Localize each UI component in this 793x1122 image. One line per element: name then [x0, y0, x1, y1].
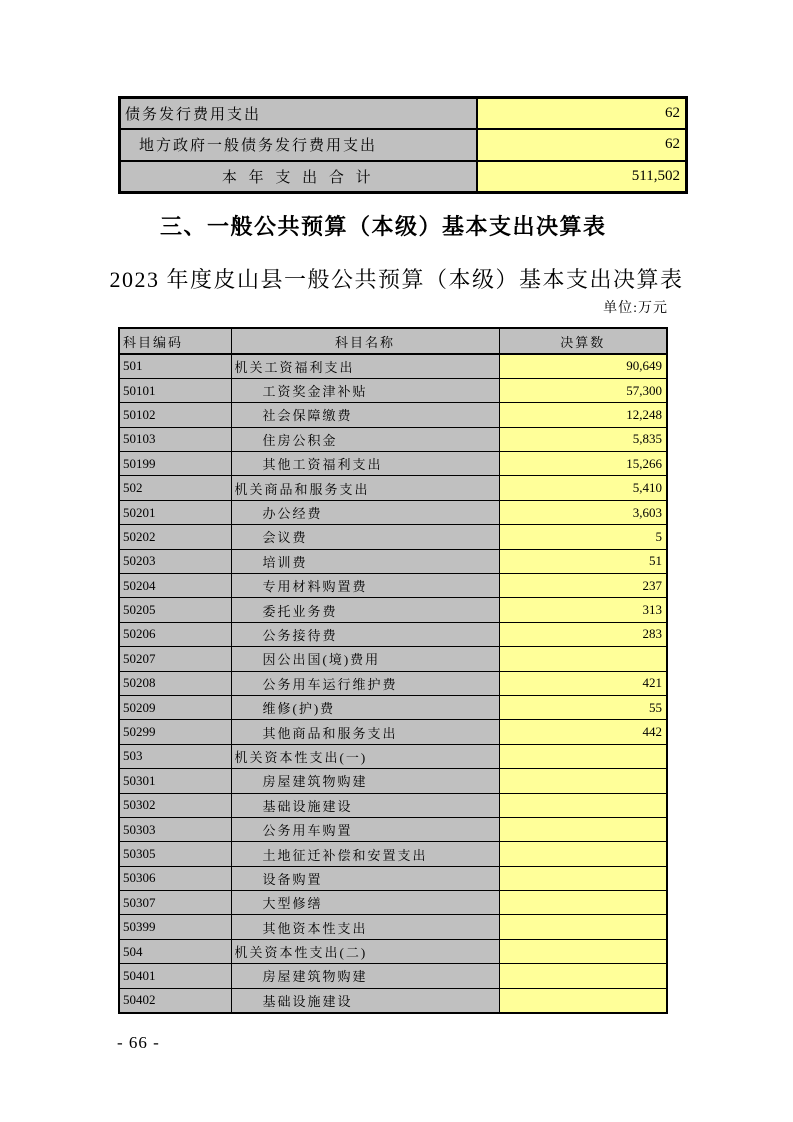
- final-amount-cell: [499, 793, 667, 817]
- subject-code-cell: 50101: [119, 378, 231, 402]
- final-amount-cell: [499, 647, 667, 671]
- budget-table-row: [119, 964, 667, 988]
- unit-label: 单位:万元: [603, 301, 668, 316]
- table-title: 2023 年度皮山县一般公共预算（本级）基本支出决算表: [109, 267, 684, 292]
- budget-table-row: [119, 695, 667, 719]
- carryover-table-body: [120, 98, 687, 193]
- budget-table-row: [119, 842, 667, 866]
- budget-table-row: [119, 793, 667, 817]
- subject-code-cell: 50307: [119, 891, 231, 915]
- budget-table-row: [119, 939, 667, 963]
- subject-code-cell: 50299: [119, 720, 231, 744]
- final-amount-cell: [499, 769, 667, 793]
- subject-name-cell: 工资奖金津补贴: [231, 378, 499, 402]
- subject-name-cell: 基础设施建设: [231, 793, 499, 817]
- final-amount-cell: [499, 842, 667, 866]
- row-amount-cell: 62: [477, 129, 687, 161]
- subject-code-cell: 50205: [119, 598, 231, 622]
- subject-code-cell: 50199: [119, 452, 231, 476]
- final-amount-cell: 5,410: [499, 476, 667, 500]
- subject-name-cell: 房屋建筑物购建: [231, 964, 499, 988]
- budget-table-row: [119, 744, 667, 768]
- final-amount-cell: 55: [499, 695, 667, 719]
- final-amount-cell: 421: [499, 671, 667, 695]
- subject-code-cell: 50303: [119, 817, 231, 841]
- final-amount-cell: [499, 891, 667, 915]
- subject-name-cell: 委托业务费: [231, 598, 499, 622]
- final-amount-cell: 51: [499, 549, 667, 573]
- subject-name-cell: 机关资本性支出(一): [231, 744, 499, 768]
- budget-table: [118, 327, 668, 1014]
- subject-name-cell: 其他资本性支出: [231, 915, 499, 939]
- subject-code-cell: 501: [119, 354, 231, 378]
- subject-code-cell: 50103: [119, 427, 231, 451]
- final-amount-cell: 283: [499, 622, 667, 646]
- final-amount-cell: [499, 866, 667, 890]
- subject-name-cell: 住房公积金: [231, 427, 499, 451]
- budget-table-row: [119, 452, 667, 476]
- subject-code-cell: 50306: [119, 866, 231, 890]
- final-amount-cell: 237: [499, 574, 667, 598]
- final-amount-cell: 442: [499, 720, 667, 744]
- subject-code-cell: 50102: [119, 403, 231, 427]
- row-amount-cell: 62: [477, 98, 687, 130]
- carryover-row: [120, 161, 687, 193]
- subject-name-cell: 房屋建筑物购建: [231, 769, 499, 793]
- budget-table-row: [119, 476, 667, 500]
- final-amount-cell: [499, 744, 667, 768]
- subject-name-cell: 公务用车运行维护费: [231, 671, 499, 695]
- budget-table-row: [119, 891, 667, 915]
- subject-name-cell: 培训费: [231, 549, 499, 573]
- subject-code-cell: 50399: [119, 915, 231, 939]
- budget-table-row: [119, 525, 667, 549]
- column-header-subject-name: 科目名称: [231, 328, 499, 354]
- carryover-row: [120, 98, 687, 130]
- budget-table-row: [119, 720, 667, 744]
- row-amount-cell: 511,502: [477, 161, 687, 193]
- subject-code-cell: 503: [119, 744, 231, 768]
- subject-code-cell: 50302: [119, 793, 231, 817]
- subject-code-cell: 502: [119, 476, 231, 500]
- subject-code-cell: 50301: [119, 769, 231, 793]
- budget-table-row: [119, 598, 667, 622]
- budget-table-header-row: [119, 328, 667, 354]
- budget-table-row: [119, 671, 667, 695]
- section-heading: 三、一般公共预算（本级）基本支出决算表: [160, 214, 607, 239]
- subject-code-cell: 50209: [119, 695, 231, 719]
- subject-name-cell: 基础设施建设: [231, 988, 499, 1012]
- row-label-cell: 债务发行费用支出: [120, 98, 477, 130]
- subject-name-cell: 公务用车购置: [231, 817, 499, 841]
- final-amount-cell: [499, 964, 667, 988]
- subject-code-cell: 50305: [119, 842, 231, 866]
- budget-table-row: [119, 354, 667, 378]
- subject-code-cell: 50401: [119, 964, 231, 988]
- subject-name-cell: 会议费: [231, 525, 499, 549]
- subject-code-cell: 50201: [119, 500, 231, 524]
- subject-name-cell: 设备购置: [231, 866, 499, 890]
- budget-table-row: [119, 647, 667, 671]
- subject-code-cell: 504: [119, 939, 231, 963]
- budget-table-row: [119, 988, 667, 1012]
- page-number: - 66 -: [117, 1033, 160, 1052]
- subject-code-cell: 50203: [119, 549, 231, 573]
- final-amount-cell: 313: [499, 598, 667, 622]
- final-amount-cell: 15,266: [499, 452, 667, 476]
- final-amount-cell: [499, 988, 667, 1012]
- column-header-final-amount: 决算数: [499, 328, 667, 354]
- budget-table-row: [119, 622, 667, 646]
- subject-name-cell: 大型修缮: [231, 891, 499, 915]
- budget-table-row: [119, 769, 667, 793]
- budget-table-row: [119, 403, 667, 427]
- subject-code-cell: 50206: [119, 622, 231, 646]
- subject-name-cell: 机关商品和服务支出: [231, 476, 499, 500]
- budget-table-row: [119, 427, 667, 451]
- subject-code-cell: 50402: [119, 988, 231, 1012]
- row-label-cell: 本 年 支 出 合 计: [120, 161, 477, 193]
- subject-code-cell: 50204: [119, 574, 231, 598]
- final-amount-cell: [499, 915, 667, 939]
- budget-table-body: [119, 354, 667, 1013]
- row-label-cell: 地方政府一般债务发行费用支出: [120, 129, 477, 161]
- subject-name-cell: 专用材料购置费: [231, 574, 499, 598]
- final-amount-cell: 57,300: [499, 378, 667, 402]
- subject-name-cell: 维修(护)费: [231, 695, 499, 719]
- final-amount-cell: 5: [499, 525, 667, 549]
- subject-name-cell: 土地征迁补偿和安置支出: [231, 842, 499, 866]
- final-amount-cell: 5,835: [499, 427, 667, 451]
- subject-name-cell: 因公出国(境)费用: [231, 647, 499, 671]
- column-header-subject-code: 科目编码: [119, 328, 231, 354]
- carryover-row: [120, 129, 687, 161]
- budget-table-row: [119, 915, 667, 939]
- carryover-expense-table: [118, 96, 688, 194]
- subject-name-cell: 机关工资福利支出: [231, 354, 499, 378]
- subject-name-cell: 办公经费: [231, 500, 499, 524]
- final-amount-cell: [499, 939, 667, 963]
- subject-name-cell: 其他工资福利支出: [231, 452, 499, 476]
- budget-table-row: [119, 817, 667, 841]
- subject-code-cell: 50208: [119, 671, 231, 695]
- subject-code-cell: 50207: [119, 647, 231, 671]
- subject-name-cell: 公务接待费: [231, 622, 499, 646]
- final-amount-cell: [499, 817, 667, 841]
- budget-table-row: [119, 866, 667, 890]
- final-amount-cell: 90,649: [499, 354, 667, 378]
- budget-table-row: [119, 500, 667, 524]
- budget-table-row: [119, 574, 667, 598]
- budget-table-row: [119, 378, 667, 402]
- budget-table-row: [119, 549, 667, 573]
- subject-name-cell: 机关资本性支出(二): [231, 939, 499, 963]
- final-amount-cell: 12,248: [499, 403, 667, 427]
- subject-code-cell: 50202: [119, 525, 231, 549]
- subject-name-cell: 其他商品和服务支出: [231, 720, 499, 744]
- final-amount-cell: 3,603: [499, 500, 667, 524]
- subject-name-cell: 社会保障缴费: [231, 403, 499, 427]
